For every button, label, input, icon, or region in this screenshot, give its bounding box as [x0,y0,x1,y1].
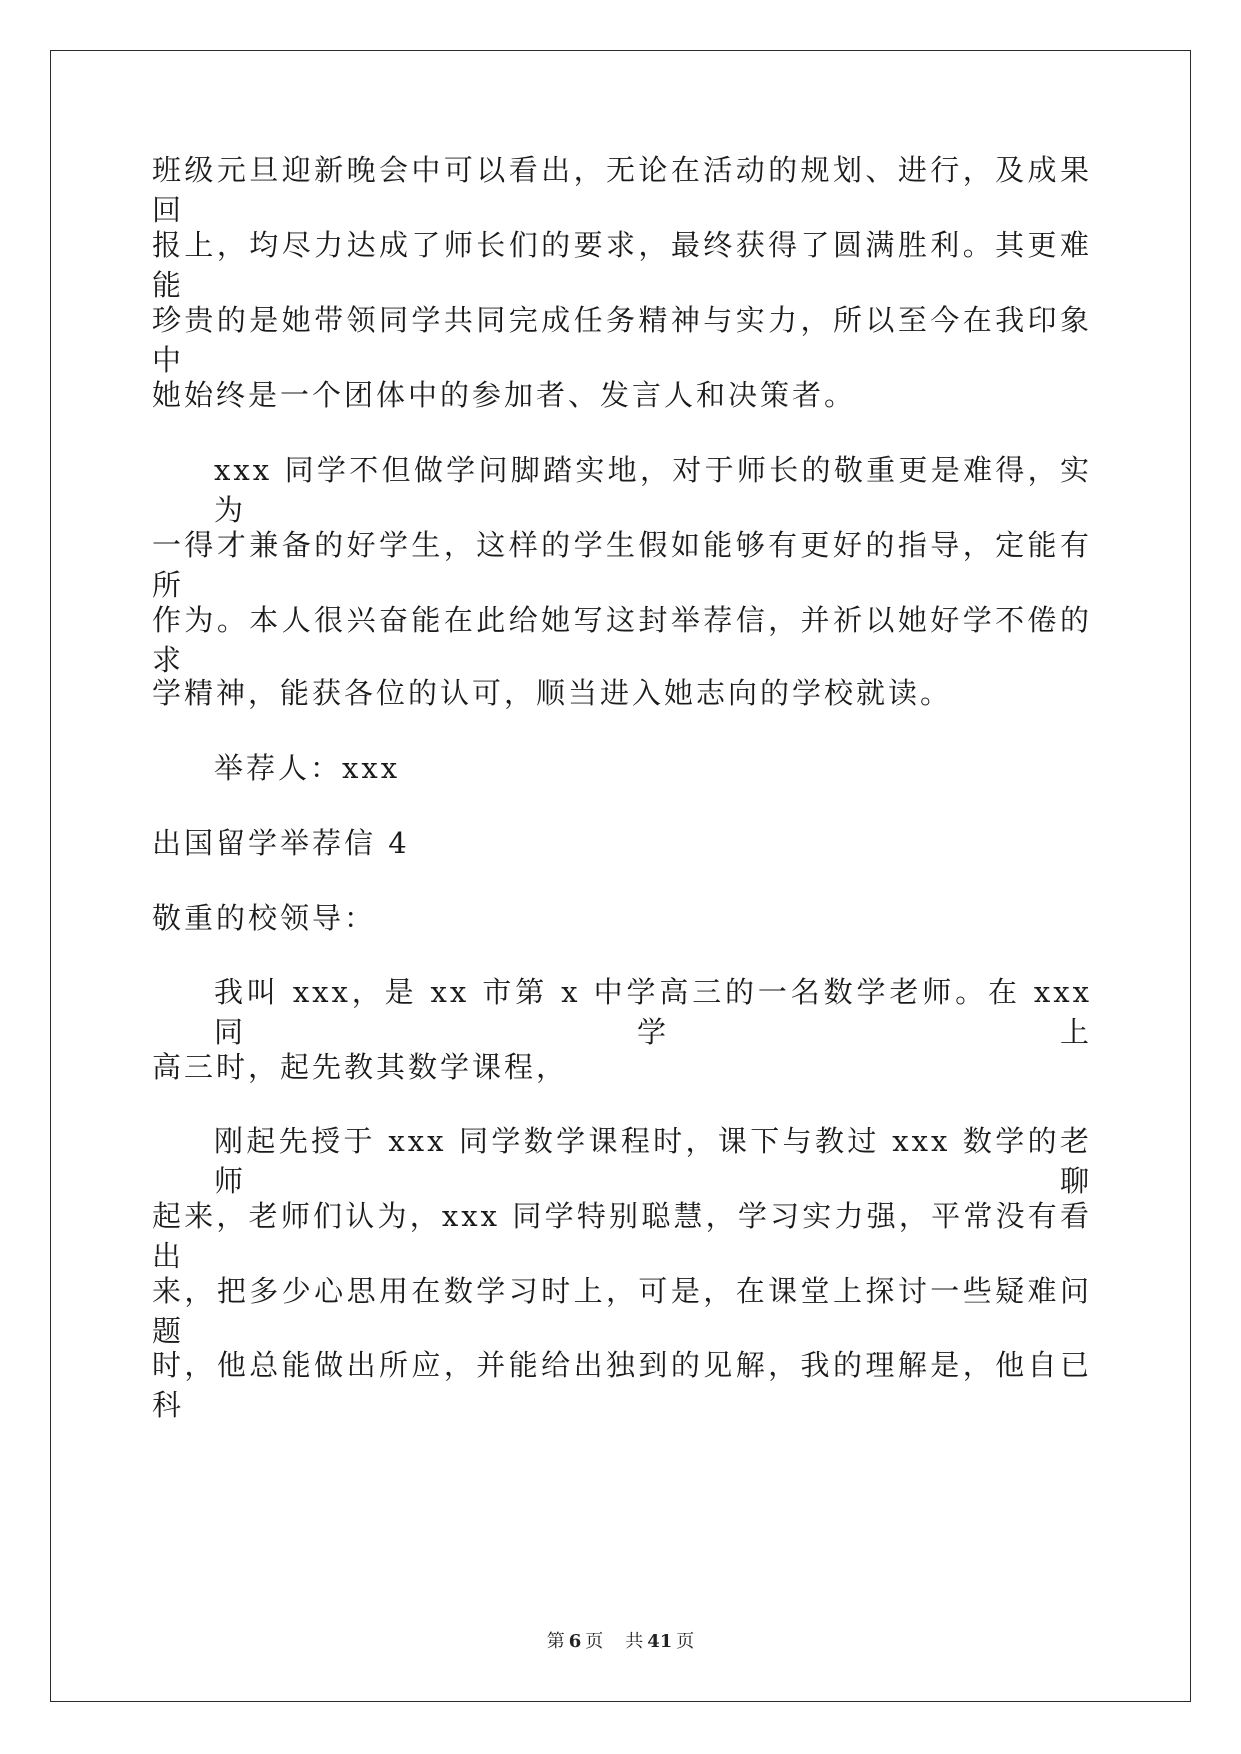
body-text-line: 报上，均尽力达成了师长们的要求，最终获得了圆满胜利。其更难能 [152,228,1092,302]
body-text-line: 她始终是一个团体中的参加者、发言人和决策者。 [152,378,857,412]
total-pages: 41 [647,1631,673,1652]
body-text-line: 时，他总能做出所应，并能给出独到的见解，我的理解是，他自已科 [152,1348,1092,1422]
page-label-prefix: 第 [546,1631,565,1652]
body-text-line: 高三时，起先教其数学课程， [152,1050,569,1084]
body-text-line: 我叫 xxx，是 xx 市第 x 中学高三的一名数学老师。在 xxx 同学上 [214,975,1092,1049]
body-text-line: 一得才兼备的好学生，这样的学生假如能够有更好的指导，定能有所 [152,528,1092,602]
total-label-prefix: 共 [625,1631,644,1652]
recommender-signature: 举荐人：xxx [214,751,401,785]
body-text-line: 珍贵的是她带领同学共同完成任务精神与实力，所以至今在我印象中 [152,303,1092,377]
total-label-suffix: 页 [676,1631,695,1652]
salutation: 敬重的校领导： [152,901,377,935]
body-text-line: 刚起先授于 xxx 同学数学课程时，课下与教过 xxx 数学的老师聊 [214,1124,1092,1198]
page-number: 6 [568,1631,582,1652]
page-footer [0,1630,1241,1654]
body-text-line: 作为。本人很兴奋能在此给她写这封举荐信，并祈以她好学不倦的求 [152,603,1092,677]
body-text-line: 班级元旦迎新晚会中可以看出，无论在活动的规划、进行，及成果回 [152,153,1092,227]
body-text-line: 来，把多少心思用在数学习时上，可是，在课堂上探讨一些疑难问题 [152,1274,1092,1348]
body-text-line: 学精神，能获各位的认可，顺当进入她志向的学校就读。 [152,676,953,710]
body-text-line: 起来，老师们认为，xxx 同学特别聪慧，学习实力强，平常没有看出 [152,1199,1092,1273]
body-text-line: xxx 同学不但做学问脚踏实地，对于师长的敬重更是难得，实为 [214,453,1092,527]
section-heading: 出国留学举荐信 4 [152,826,410,860]
page-label-suffix: 页 [585,1631,604,1652]
